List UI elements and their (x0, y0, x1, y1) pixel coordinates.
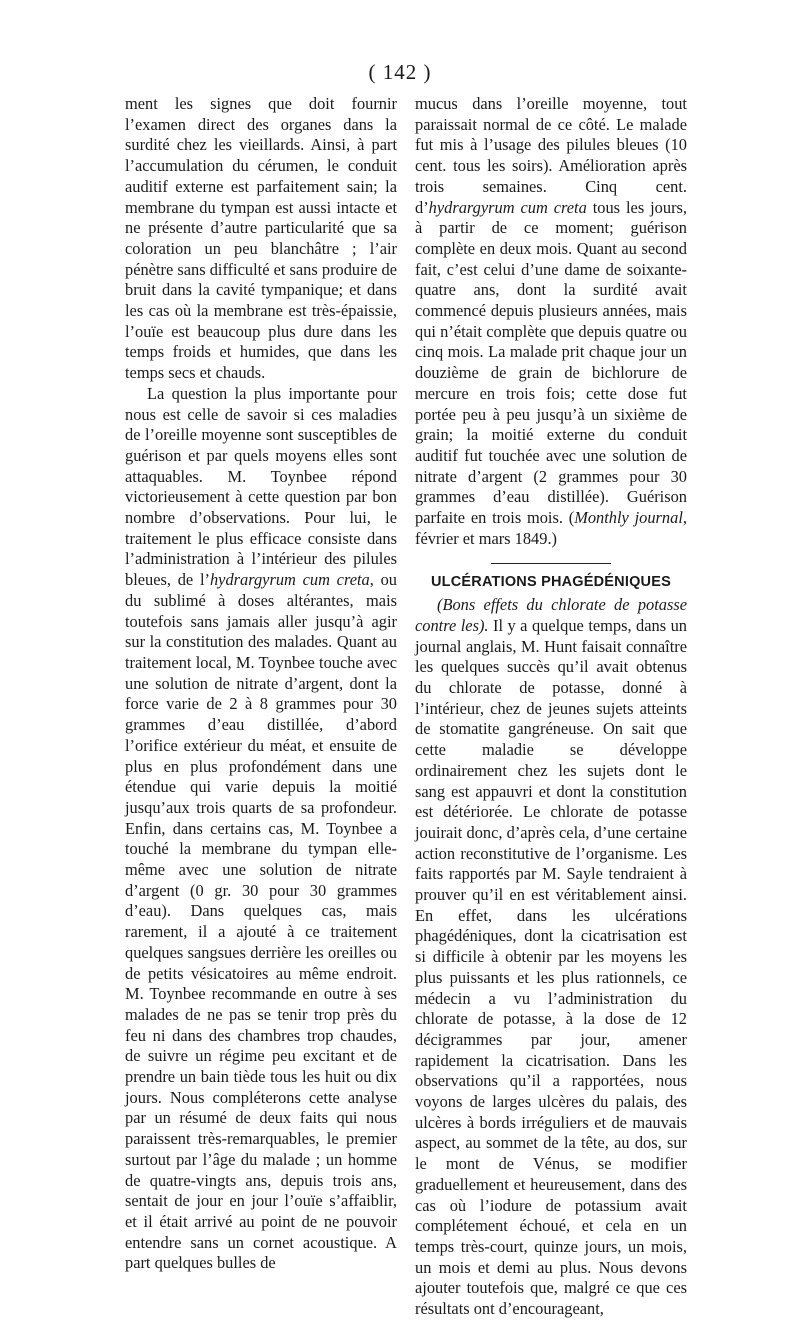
text-run: mucus dans l’oreille moyenne, tout paraissait normal de ce côté. Le malade fut mis à l’usage des pilules bleues (10 cent. tous les soirs). Amélioration après trois semaines. Cinq cent. d’ (415, 94, 687, 217)
text-run: tous les jours, à partir de ce moment; guérison complète en deux mois. Quant au second fait, c’est celui d’une dame de soixante-quatre ans, dont la surdité avait commencé depuis plusieurs années, mais qui n’était complète que depuis quatre ou cinq mois. La malade prit chaque jour un douzième de grain de bichlorure de mercure en trois fois; cette dose fut portée peu à peu jusqu’à un sixième de grain; la moitié externe du conduit auditif fut touchée avec une solution de nitrate d’argent (2 grammes pour 30 grammes d’eau distillée). Guérison parfaite en trois mois. ( (415, 197, 688, 528)
page-number: ( 142 ) (368, 60, 432, 84)
section-divider (491, 563, 611, 564)
italic-term: hydrargyrum cum creta (428, 197, 587, 217)
paragraph-hearing-signs: ment les signes que doit fournir l’examen direct des organes dans la surdité chez les vieillards. Ainsi, à part l’accumulation du cérumen, le conduit auditif externe est parfaitement sain; la membrane du tympan est aussi intacte et ne présente d’autre particularité que sa coloration un peu blanchâtre ; l’air pénètre sans difficulté et sans produire de bruit dans la cavité tympanique; et dans les cas où la membrane est très-épaissie, l’ouïe est beaucoup plus dure dans les temps froids et humides, que dans les temps secs et chauds. (125, 94, 397, 383)
section-subheading: (Bons effets du chlorate de potasse contre les). (415, 595, 687, 635)
italic-term: hydrargyrum cum creta (209, 570, 370, 590)
section-heading: ULCÉRATIONS PHAGÉDÉNIQUES (431, 574, 671, 591)
paragraph-treatment (125, 384, 397, 1274)
text-run: , ou du sublimé à doses altérantes, mais toutefois sans jamais aller jusqu’à agir sur la constitution des malades. Quant au traitement local, M. Toynbee touche avec une solution de nitrate d’argent, dont la force varie de 2 à 8 grammes pour 30 grammes d’eau distillée, d’abord l’orifice extérieur du méat, et ensuite de plus en plus profondément dans une étendue qui varie depuis la moitié jusqu’aux trois quarts de sa profondeur. Enfin, dans certains cas, M. Toynbee a touché la membrane du tympan elle-même avec une solution de nitrate d’argent (0 gr. 30 pour 30 grammes d’eau). Dans quelques cas, mais rarement, il a ajouté à ce traitement quelques sangsues derrière les oreilles ou de petits vésicatoires au même endroit. M. Toynbee recommande en outre à ses malades de ne pas se tenir trop près du feu ni dans des chambres trop chaudes, de suivre un régime peu excitant et de prendre un bain tiède tous les huit ou dix jours. Nous compléterons cette analyse par un résumé de deux faits qui nous paraissent très-remarquables, le premier surtout par l’âge du malade ; un homme de quatre-vingts ans, depuis trois ans, sentait de jour en jour l’ouïe s’affaiblir, et il était arrivé au point de ne pouvoir entendre sans un cornet acoustique. A part quelques bulles de (125, 570, 397, 1273)
paragraph-case-continuation (415, 94, 687, 549)
text-run: La question la plus importante pour nous est celle de savoir si ces maladies de l’oreille moyenne sont susceptibles de guérison et par quels moyens elles sont attaquables. M. Toynbee répond victorieusement à cette question par bon nombre d’observations. Pour lui, le traitement le plus efficace consiste dans l’administration à l’intérieur des pilules bleues, de l’ (125, 383, 397, 590)
text-run: , février et mars 1849.) (415, 508, 687, 548)
paragraph-ulcerations (415, 595, 687, 1320)
right-column (415, 94, 687, 1320)
italic-source: Monthly journal (574, 508, 683, 528)
left-column (125, 94, 397, 1274)
text-run: Il y a quelque temps, dans un journal anglais, M. Hunt faisait connaître les quelques succès qu’il avait obtenus du chlorate de potasse, donné à l’intérieur, chez de jeunes sujets atteints de stomatite gangréneuse. On sait que cette maladie se développe ordinairement chez les sujets dont le sang est appauvri et dont la constitution est détériorée. Le chlorate de potasse jouirait donc, d’après cela, d’une certaine action reconstitutive de l’organisme. Les faits rapportés par M. Sayle tendraient à prouver qu’il en est véritablement ainsi. En effet, dans les ulcérations phagédéniques, dont la cicatrisation est si difficile à obtenir par les moyens les plus puissants et les plus rationnels, ce médecin a vu l’administration du chlorate de potasse, à la dose de 12 décigrammes par jour, amener rapidement la cicatrisation. Dans les observations qu’il a rapportées, nous voyons de larges ulcères du palais, des ulcères à bords irréguliers et de mauvais aspect, au sommet de la tête, au dos, sur le mont de Vénus, se modifier graduellement et heureusement, dans des cas où l’iodure de potassium avait complétement échoué, et cela en un temps très-court, quinze jours, un mois, un mois et demi au plus. Nous devons ajouter toutefois que, malgré ce que ces résultats ont d’encourageant, (415, 615, 687, 1319)
